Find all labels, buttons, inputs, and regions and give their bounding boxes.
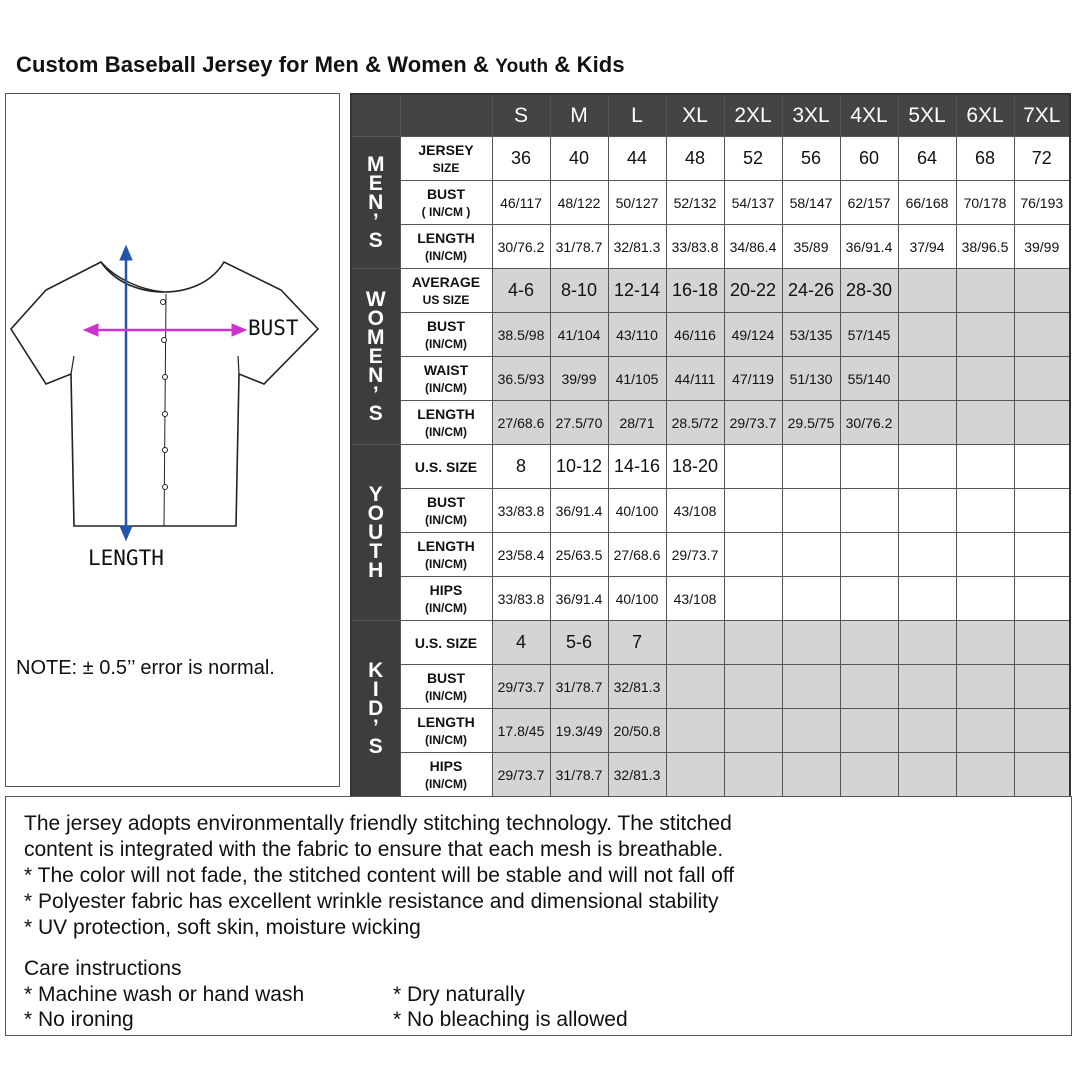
size-value-cell: 23/58.4: [492, 533, 550, 577]
empty-cell: [956, 445, 1014, 489]
size-value-cell: 76/193: [1014, 181, 1070, 225]
empty-cell: [956, 489, 1014, 533]
row-label: [400, 269, 492, 313]
section-letter: U: [368, 521, 384, 544]
empty-cell: [1014, 709, 1070, 753]
empty-cell: [666, 665, 724, 709]
size-value-cell: 46/117: [492, 181, 550, 225]
care-item: * Dry naturally: [393, 983, 525, 1006]
empty-cell: [898, 269, 956, 313]
size-value-cell: 52/132: [666, 181, 724, 225]
size-value-cell: 36/91.4: [550, 577, 608, 621]
size-value-cell: 38/96.5: [956, 225, 1014, 269]
row-label: [400, 225, 492, 269]
section-letter: E: [368, 172, 383, 195]
size-value-cell: 32/81.3: [608, 753, 666, 798]
empty-cell: [724, 753, 782, 798]
row-label: [400, 621, 492, 665]
size-value-cell: 19.3/49: [550, 709, 608, 753]
size-value-cell: 33/83.8: [666, 225, 724, 269]
empty-cell: [956, 313, 1014, 357]
size-value-cell: 32/81.3: [608, 225, 666, 269]
size-value-cell: 60: [840, 137, 898, 181]
empty-cell: [898, 709, 956, 753]
section-letter: N: [368, 364, 384, 387]
kids-section-label: [351, 621, 400, 798]
empty-cell: [782, 665, 840, 709]
empty-cell: [666, 621, 724, 665]
mens-row: [351, 225, 1070, 269]
size-value-cell: 17.8/45: [492, 709, 550, 753]
row-label: [400, 181, 492, 225]
size-value-cell: 55/140: [840, 357, 898, 401]
row-label: [400, 401, 492, 445]
size-header: 3XL: [782, 94, 840, 137]
size-value-cell: 18-20: [666, 445, 724, 489]
size-value-cell: 54/137: [724, 181, 782, 225]
size-header: 5XL: [898, 94, 956, 137]
row-label: [400, 577, 492, 621]
youth-row: [351, 489, 1070, 533]
empty-cell: [840, 709, 898, 753]
empty-cell: [956, 621, 1014, 665]
empty-cell: [1014, 489, 1070, 533]
size-value-cell: 31/78.7: [550, 665, 608, 709]
empty-cell: [782, 533, 840, 577]
section-letter: I: [372, 678, 379, 701]
size-value-cell: 43/110: [608, 313, 666, 357]
section-letter: E: [368, 345, 383, 368]
description-line: The jersey adopts environmentally friendly stitching technology. The stitched: [24, 812, 732, 835]
kids-row: [351, 753, 1070, 798]
size-value-cell: 28.5/72: [666, 401, 724, 445]
size-value-cell: 51/130: [782, 357, 840, 401]
kids-row: [351, 621, 1070, 665]
empty-cell: [898, 533, 956, 577]
womens-row: [351, 313, 1070, 357]
row-label-main: WAIST: [423, 361, 469, 378]
empty-cell: [840, 665, 898, 709]
size-value-cell: 4-6: [492, 269, 550, 313]
empty-cell: [956, 401, 1014, 445]
size-value-cell: 70/178: [956, 181, 1014, 225]
row-label-unit: (IN/CM): [425, 556, 467, 571]
empty-cell: [956, 709, 1014, 753]
empty-cell: [782, 621, 840, 665]
size-value-cell: 68: [956, 137, 1014, 181]
empty-cell: [898, 665, 956, 709]
empty-cell: [956, 665, 1014, 709]
length-label: LENGTH: [88, 546, 164, 570]
row-label-unit: (IN/CM): [425, 424, 467, 439]
empty-cell: [840, 489, 898, 533]
section-letter: K: [368, 659, 384, 682]
row-label-main: HIPS: [429, 757, 463, 774]
womens-row: [351, 269, 1070, 313]
size-value-cell: 36/91.4: [550, 489, 608, 533]
size-value-cell: 58/147: [782, 181, 840, 225]
empty-cell: [898, 621, 956, 665]
row-label-unit: SIZE: [432, 160, 460, 175]
care-instructions-col2: [393, 982, 628, 1032]
size-value-cell: 7: [608, 621, 666, 665]
row-label-unit: (IN/CM): [425, 512, 467, 527]
section-letter: D: [368, 697, 384, 720]
size-header-row: [351, 94, 1070, 137]
jersey-diagram-panel: [5, 93, 340, 787]
empty-cell: [956, 357, 1014, 401]
row-label-main: BUST: [426, 669, 466, 686]
size-value-cell: 25/63.5: [550, 533, 608, 577]
empty-cell: [898, 489, 956, 533]
care-item: * Machine wash or hand wash: [24, 983, 305, 1006]
size-value-cell: 30/76.2: [840, 401, 898, 445]
row-label-main: LENGTH: [417, 229, 475, 246]
size-value-cell: 29/73.7: [492, 753, 550, 798]
empty-cell: [666, 753, 724, 798]
row-label-unit: US SIZE: [422, 292, 470, 307]
care-instructions-title: Care instructions: [24, 957, 182, 980]
header-corner: [351, 94, 400, 137]
youth-row: [351, 445, 1070, 489]
care-instructions-col1: [24, 982, 304, 1032]
description-line: content is integrated with the fabric to ensure that each mesh is breathable.: [24, 838, 724, 861]
empty-cell: [724, 533, 782, 577]
size-header: L: [608, 94, 666, 137]
size-value-cell: 30/76.2: [492, 225, 550, 269]
section-letter: S: [368, 735, 383, 758]
description-line: * Polyester fabric has excellent wrinkle resistance and dimensional stability: [24, 890, 719, 913]
empty-cell: [1014, 269, 1070, 313]
size-value-cell: 41/105: [608, 357, 666, 401]
section-letter: T: [369, 540, 383, 563]
empty-cell: [1014, 665, 1070, 709]
empty-cell: [898, 445, 956, 489]
size-value-cell: 36: [492, 137, 550, 181]
size-value-cell: 66/168: [898, 181, 956, 225]
empty-cell: [782, 709, 840, 753]
size-value-cell: 5-6: [550, 621, 608, 665]
size-value-cell: 53/135: [782, 313, 840, 357]
size-value-cell: 46/116: [666, 313, 724, 357]
size-value-cell: 33/83.8: [492, 489, 550, 533]
size-value-cell: 52: [724, 137, 782, 181]
row-label-unit: (IN/CM): [425, 776, 467, 791]
size-value-cell: 37/94: [898, 225, 956, 269]
size-value-cell: 72: [1014, 137, 1070, 181]
size-header: 6XL: [956, 94, 1014, 137]
empty-cell: [1014, 577, 1070, 621]
empty-cell: [1014, 621, 1070, 665]
row-label-main: BUST: [426, 185, 466, 202]
empty-cell: [1014, 401, 1070, 445]
row-label-main: U.S. SIZE: [414, 458, 478, 475]
care-item: * No ironing: [24, 1008, 134, 1031]
section-letter: M: [367, 326, 385, 349]
empty-cell: [840, 753, 898, 798]
size-value-cell: 47/119: [724, 357, 782, 401]
empty-cell: [1014, 313, 1070, 357]
empty-cell: [956, 269, 1014, 313]
row-label-unit: (IN/CM): [425, 380, 467, 395]
womens-section-label: [351, 269, 400, 445]
section-letter: W: [365, 288, 386, 311]
row-label-unit: (IN/CM): [425, 688, 467, 703]
size-value-cell: 8: [492, 445, 550, 489]
row-label-main: LENGTH: [417, 537, 475, 554]
measurement-note: NOTE: ± 0.5’’ error is normal.: [16, 657, 275, 679]
size-value-cell: 28/71: [608, 401, 666, 445]
empty-cell: [666, 709, 724, 753]
row-label-main: AVERAGE: [411, 273, 481, 290]
size-value-cell: 40/100: [608, 489, 666, 533]
size-value-cell: 49/124: [724, 313, 782, 357]
size-value-cell: 20-22: [724, 269, 782, 313]
size-value-cell: 10-12: [550, 445, 608, 489]
section-letter: O: [367, 502, 384, 525]
mens-row: [351, 137, 1070, 181]
size-value-cell: 28-30: [840, 269, 898, 313]
size-value-cell: 39/99: [550, 357, 608, 401]
size-value-cell: 41/104: [550, 313, 608, 357]
bust-label: BUST: [248, 316, 299, 340]
product-description: [5, 796, 1072, 1036]
size-value-cell: 20/50.8: [608, 709, 666, 753]
row-label: [400, 709, 492, 753]
youth-row: [351, 577, 1070, 621]
row-label-main: JERSEY: [418, 141, 474, 158]
empty-cell: [782, 445, 840, 489]
section-letter: H: [368, 559, 384, 582]
size-value-cell: 38.5/98: [492, 313, 550, 357]
header-corner: [400, 94, 492, 137]
empty-cell: [840, 533, 898, 577]
row-label: [400, 533, 492, 577]
empty-cell: [898, 753, 956, 798]
size-value-cell: 40: [550, 137, 608, 181]
care-item: * No bleaching is allowed: [393, 1008, 628, 1031]
row-label-main: HIPS: [429, 581, 463, 598]
jersey-illustration: [6, 94, 341, 788]
size-header: S: [492, 94, 550, 137]
size-chart-table: [350, 93, 1071, 798]
size-value-cell: 14-16: [608, 445, 666, 489]
empty-cell: [840, 621, 898, 665]
empty-cell: [724, 665, 782, 709]
row-label-unit: ( IN/CM ): [421, 204, 471, 219]
size-value-cell: 36/91.4: [840, 225, 898, 269]
empty-cell: [956, 753, 1014, 798]
section-letter: ’: [372, 383, 379, 406]
size-value-cell: 44/111: [666, 357, 724, 401]
size-value-cell: 29/73.7: [666, 533, 724, 577]
size-value-cell: 29.5/75: [782, 401, 840, 445]
row-label: [400, 753, 492, 798]
row-label-unit: (IN/CM): [425, 336, 467, 351]
empty-cell: [724, 709, 782, 753]
size-value-cell: 8-10: [550, 269, 608, 313]
size-value-cell: 62/157: [840, 181, 898, 225]
row-label-main: BUST: [426, 493, 466, 510]
section-letter: O: [367, 307, 384, 330]
size-value-cell: 29/73.7: [724, 401, 782, 445]
size-value-cell: 39/99: [1014, 225, 1070, 269]
size-value-cell: 32/81.3: [608, 665, 666, 709]
description-line: * UV protection, soft skin, moisture wicking: [24, 916, 421, 939]
size-value-cell: 12-14: [608, 269, 666, 313]
size-value-cell: 4: [492, 621, 550, 665]
mens-section-label: [351, 137, 400, 269]
youth-row: [351, 533, 1070, 577]
empty-cell: [840, 577, 898, 621]
empty-cell: [840, 445, 898, 489]
row-label-main: LENGTH: [417, 405, 475, 422]
empty-cell: [1014, 445, 1070, 489]
empty-cell: [724, 621, 782, 665]
row-label-unit: (IN/CM): [425, 600, 467, 615]
size-value-cell: 31/78.7: [550, 225, 608, 269]
empty-cell: [898, 357, 956, 401]
size-value-cell: 16-18: [666, 269, 724, 313]
size-value-cell: 27/68.6: [608, 533, 666, 577]
womens-row: [351, 401, 1070, 445]
empty-cell: [724, 445, 782, 489]
empty-cell: [1014, 753, 1070, 798]
empty-cell: [956, 577, 1014, 621]
size-value-cell: 43/108: [666, 577, 724, 621]
description-paragraph: [24, 811, 734, 941]
row-label-main: U.S. SIZE: [414, 634, 478, 651]
page-title: Custom Baseball Jersey for Men & Women & Youth & Kids: [16, 52, 625, 77]
empty-cell: [782, 753, 840, 798]
size-value-cell: 35/89: [782, 225, 840, 269]
empty-cell: [724, 577, 782, 621]
section-letter: M: [367, 153, 385, 176]
description-line: * The color will not fade, the stitched content will be stable and will not fall off: [24, 864, 735, 887]
kids-row: [351, 665, 1070, 709]
size-value-cell: 27.5/70: [550, 401, 608, 445]
size-header: XL: [666, 94, 724, 137]
size-value-cell: 56: [782, 137, 840, 181]
empty-cell: [782, 489, 840, 533]
size-header: 4XL: [840, 94, 898, 137]
section-letter: N: [368, 191, 384, 214]
row-label-unit: (IN/CM): [425, 248, 467, 263]
size-header: 7XL: [1014, 94, 1070, 137]
size-value-cell: 29/73.7: [492, 665, 550, 709]
size-value-cell: 31/78.7: [550, 753, 608, 798]
row-label: [400, 665, 492, 709]
youth-section-label: [351, 445, 400, 621]
empty-cell: [898, 577, 956, 621]
section-letter: S: [368, 402, 383, 425]
size-value-cell: 33/83.8: [492, 577, 550, 621]
kids-row: [351, 709, 1070, 753]
row-label: [400, 489, 492, 533]
row-label: [400, 445, 492, 489]
size-value-cell: 36.5/93: [492, 357, 550, 401]
row-label-main: BUST: [426, 317, 466, 334]
size-value-cell: 34/86.4: [724, 225, 782, 269]
mens-row: [351, 181, 1070, 225]
empty-cell: [898, 401, 956, 445]
row-label: [400, 137, 492, 181]
row-label: [400, 313, 492, 357]
empty-cell: [724, 489, 782, 533]
empty-cell: [1014, 533, 1070, 577]
size-value-cell: 40/100: [608, 577, 666, 621]
section-letter: S: [368, 229, 383, 252]
size-value-cell: 50/127: [608, 181, 666, 225]
size-header: 2XL: [724, 94, 782, 137]
section-letter: ’: [372, 716, 379, 739]
section-letter: ’: [372, 210, 379, 233]
row-label-unit: (IN/CM): [425, 732, 467, 747]
womens-row: [351, 357, 1070, 401]
section-letter: Y: [368, 483, 383, 506]
row-label: [400, 357, 492, 401]
size-value-cell: 24-26: [782, 269, 840, 313]
empty-cell: [782, 577, 840, 621]
size-value-cell: 48: [666, 137, 724, 181]
size-value-cell: 48/122: [550, 181, 608, 225]
empty-cell: [1014, 357, 1070, 401]
size-value-cell: 64: [898, 137, 956, 181]
empty-cell: [898, 313, 956, 357]
size-value-cell: 27/68.6: [492, 401, 550, 445]
size-value-cell: 57/145: [840, 313, 898, 357]
row-label-main: LENGTH: [417, 713, 475, 730]
size-header: M: [550, 94, 608, 137]
size-value-cell: 43/108: [666, 489, 724, 533]
empty-cell: [956, 533, 1014, 577]
size-value-cell: 44: [608, 137, 666, 181]
